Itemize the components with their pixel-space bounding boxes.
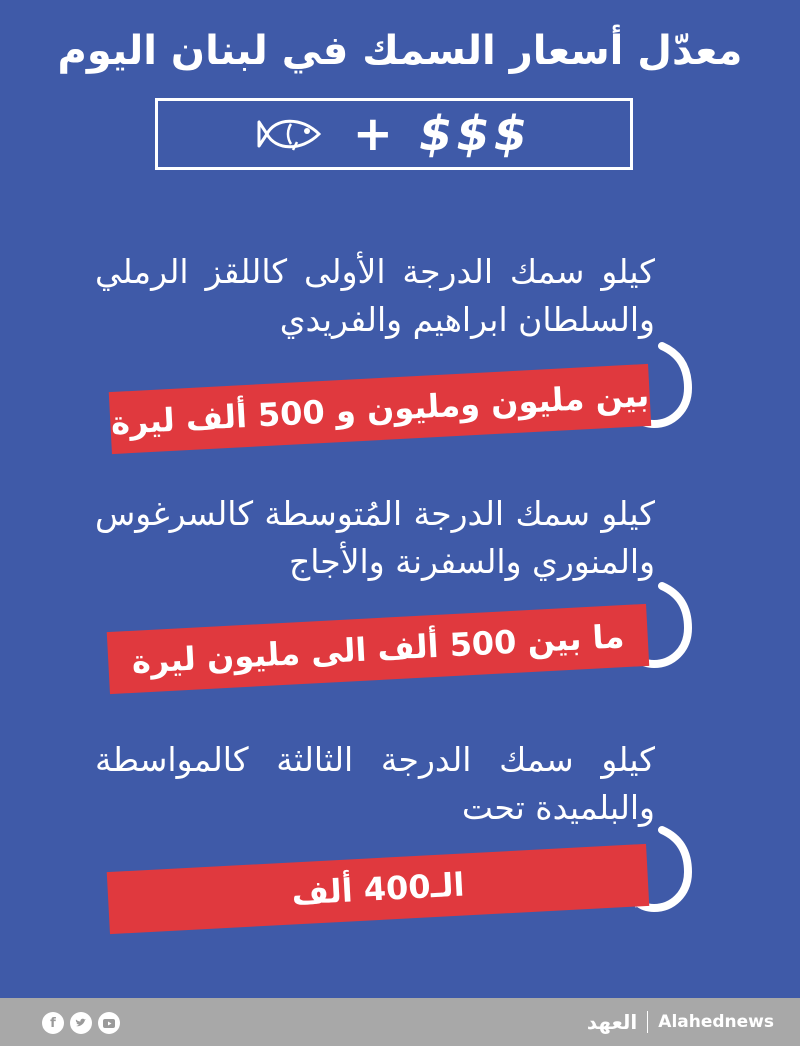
item-2-description: كيلو سمك الدرجة المُتوسطة كالسرغوس والمنوري والسفرنة والأجاج (95, 494, 655, 581)
brand-separator (647, 1011, 648, 1033)
brand-english: Alahednews (658, 1012, 774, 1032)
brand-logo (587, 1010, 774, 1034)
price-band-2 (107, 604, 650, 694)
facebook-icon[interactable]: f (42, 1012, 64, 1034)
youtube-icon[interactable] (98, 1012, 120, 1034)
plus-sign: + (352, 106, 393, 162)
item-3-description: كيلو سمك الدرجة الثالثة كالمواسطة والبلميدة تحت (95, 740, 655, 827)
fish-icon (257, 112, 327, 156)
twitter-icon[interactable] (70, 1012, 92, 1034)
item-1-price: بين مليون ومليون و 500 ألف ليرة (109, 375, 651, 443)
item-3-price: الـ400 ألف (290, 865, 466, 913)
footer (0, 998, 800, 1046)
page-title: معدّل أسعار السمك في لبنان اليوم (57, 28, 743, 74)
price-band-1 (109, 364, 652, 454)
brand-arabic: العهد (586, 1010, 638, 1034)
currency-symbols: $$$ (419, 106, 532, 162)
price-band-3 (107, 844, 650, 934)
price-symbol-box (155, 98, 633, 170)
item-2-price: ما بين 500 ألف الى مليون ليرة (130, 617, 626, 681)
item-1-description: كيلو سمك الدرجة الأولى كاللقز الرملي والسلطان ابراهيم والفريدي (95, 252, 655, 339)
social-links (42, 1012, 120, 1034)
